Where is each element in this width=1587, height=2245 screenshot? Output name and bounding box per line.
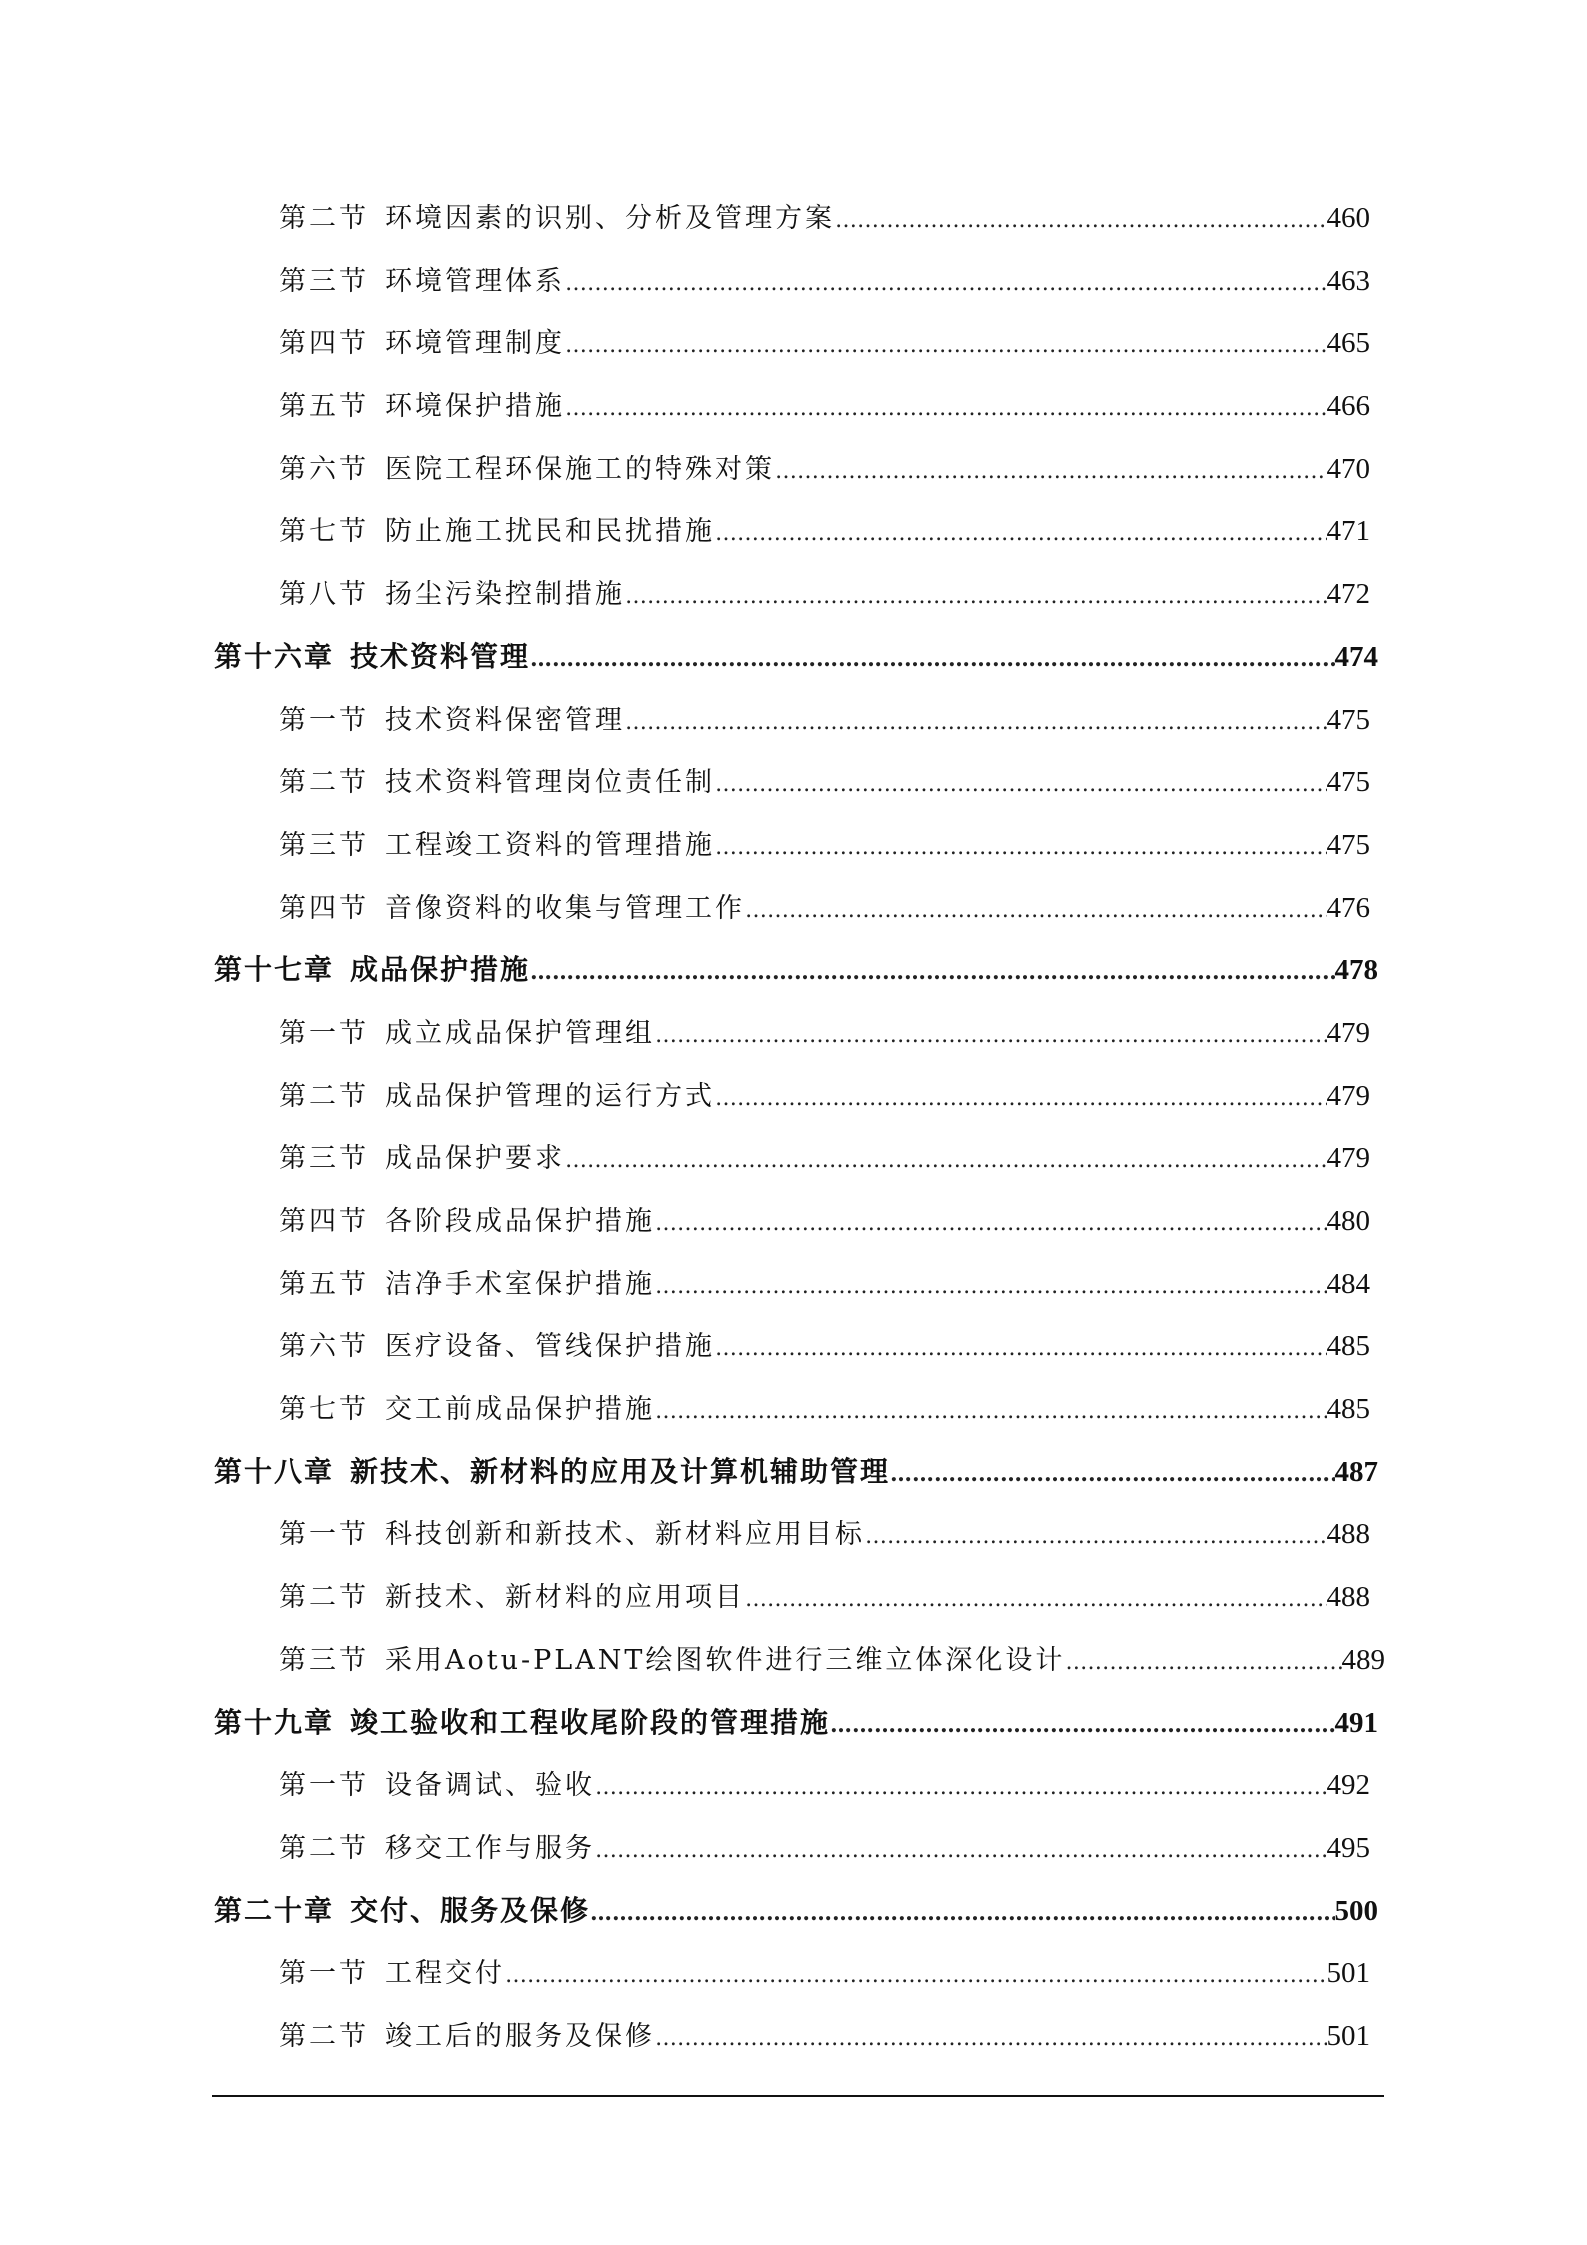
toc-entry-number: 第五节 [279,1268,369,1300]
toc-entry-number: 第一节 [279,1519,369,1551]
toc-entry-number: 第二节 [279,1832,369,1864]
toc-dot-leader [715,503,1327,563]
toc-entry-number: 第二节 [279,2020,369,2052]
toc-section-entry[interactable] [0,500,1370,563]
toc-section-entry[interactable] [0,1817,1370,1880]
toc-section-entry[interactable] [0,250,1370,313]
toc-entry-label [279,376,565,438]
toc-entry-number: 第二节 [279,767,369,799]
toc-entry-number: 第四节 [279,1206,369,1237]
toc-section-entry[interactable] [0,1002,1370,1065]
toc-entry-label [214,1441,890,1504]
toc-section-entry[interactable] [0,1127,1370,1190]
toc-page-number: 479 [1326,1016,1370,1049]
toc-entry-label [279,1254,655,1316]
toc-section-entry[interactable] [0,1190,1370,1253]
toc-entry-label [279,752,715,814]
toc-entry-title: 防止施工扰民和民扰措施 [385,516,715,548]
toc-page-number: 489 [1341,1643,1385,1676]
toc-entry-title: 扬尘污染控制措施 [385,579,625,611]
toc-page-number: 475 [1326,703,1370,736]
toc-entry-number: 第一节 [279,1017,369,1049]
toc-section-entry[interactable] [0,689,1370,752]
toc-dot-leader [830,1694,1334,1755]
toc-page-number: 474 [1334,640,1378,673]
toc-section-entry[interactable] [0,438,1370,501]
toc-entry-label [214,626,530,689]
toc-dot-leader [590,1882,1334,1943]
toc-dot-leader [530,628,1334,689]
toc-entry-label [214,1880,590,1943]
toc-entry-title: 工程交付 [385,1958,505,1990]
toc-dot-leader [715,1318,1327,1378]
toc-entry-number: 第二节 [279,1582,369,1614]
toc-entry-label [279,1755,595,1817]
toc-section-entry[interactable] [0,1253,1370,1316]
toc-section-entry[interactable] [0,312,1370,375]
toc-page-number: 480 [1326,1205,1370,1237]
toc-page-number: 475 [1326,828,1370,861]
toc-chapter-entry[interactable] [0,1692,1378,1755]
toc-section-entry[interactable] [0,814,1370,877]
toc-dot-leader [530,941,1334,1002]
toc-entry-title: 环境管理制度 [385,328,565,360]
toc-dot-leader [890,1443,1334,1504]
toc-dot-leader [625,566,1327,626]
toc-dot-leader [655,2008,1327,2068]
toc-entry-number: 第八节 [279,579,369,611]
toc-dot-leader [1065,1632,1341,1692]
toc-entry-label [279,313,565,375]
toc-page-number: 485 [1326,1393,1370,1426]
toc-dot-leader [565,253,1327,313]
toc-chapter-entry[interactable] [0,939,1378,1002]
toc-dot-leader [655,1381,1327,1441]
toc-page-number: 501 [1326,1957,1370,1990]
toc-entry-title: 设备调试、验收 [385,1770,595,1802]
toc-entry-title: 新技术、新材料的应用及计算机辅助管理 [350,1454,891,1488]
toc-entry-number: 第十六章 [214,639,335,673]
toc-entry-label [279,2006,655,2068]
toc-section-entry[interactable] [0,1754,1370,1817]
toc-entry-label [279,1630,1065,1692]
toc-page-number: 479 [1326,1079,1370,1112]
toc-entry-title: 成品保护要求 [385,1143,565,1175]
toc-chapter-entry[interactable] [0,626,1378,689]
toc-dot-leader [715,1068,1327,1128]
toc-page-number: 495 [1326,1831,1370,1864]
toc-section-entry[interactable] [0,1942,1370,2005]
toc-entry-number: 第三节 [279,1143,369,1175]
toc-section-entry[interactable] [0,1315,1370,1378]
toc-page-number: 472 [1326,578,1370,611]
toc-entry-label [279,878,745,940]
toc-entry-title: 医疗设备、管线保护措施 [385,1331,715,1363]
toc-page-number: 460 [1326,202,1370,234]
toc-chapter-entry[interactable] [0,1880,1378,1943]
toc-entry-title: 移交工作与服务 [385,1832,595,1864]
toc-dot-leader [655,1005,1327,1065]
toc-chapter-entry[interactable] [0,1441,1378,1504]
toc-entry-number: 第十八章 [214,1454,335,1488]
toc-dot-leader [565,1130,1327,1190]
toc-dot-leader [715,817,1327,877]
toc-page-number: 466 [1326,390,1370,423]
toc-entry-label [279,1128,565,1190]
toc-page-number: 475 [1326,766,1370,799]
toc-entry-title: 采用Aotu-PLANT绘图软件进行三维立体深化设计 [385,1644,1066,1676]
toc-entry-number: 第二节 [279,203,369,234]
toc-dot-leader [625,692,1327,752]
toc-entry-label [214,939,530,1002]
toc-entry-number: 第七节 [279,1394,369,1426]
toc-page-number: 500 [1334,1894,1378,1927]
toc-entry-title: 成品保护管理的运行方式 [385,1080,715,1112]
toc-entry-title: 技术资料管理 [350,639,531,673]
toc-page-number: 501 [1326,2019,1370,2052]
toc-entry-title: 竣工后的服务及保修 [385,2020,655,2052]
toc-entry-number: 第三节 [279,1644,369,1676]
toc-page-number: 485 [1326,1330,1370,1363]
toc-dot-leader [835,190,1327,250]
toc-dot-leader [595,1820,1327,1880]
toc-entry-label [279,1567,745,1629]
toc-entry-title: 环境因素的识别、分析及管理方案 [385,203,835,234]
toc-dot-leader [565,315,1327,375]
toc-entry-number: 第七节 [279,516,369,548]
toc-entry-title: 成立成品保护管理组 [385,1017,655,1049]
toc-entry-label [279,1504,865,1566]
toc-entry-label [279,1818,595,1880]
toc-section-entry[interactable] [0,877,1370,940]
toc-dot-leader [595,1757,1327,1817]
toc-entry-title: 工程竣工资料的管理措施 [385,829,715,861]
toc-page-number: 491 [1334,1706,1378,1739]
toc-page-number: 484 [1326,1267,1370,1300]
toc-entry-title: 交付、服务及保修 [350,1893,591,1927]
toc-dot-leader [745,880,1327,940]
toc-section-entry[interactable] [0,1065,1370,1128]
toc-entry-label [279,815,715,877]
toc-entry-title: 技术资料保密管理 [385,704,625,736]
toc-entry-title: 科技创新和新技术、新材料应用目标 [385,1519,865,1551]
toc-entry-number: 第六节 [279,453,369,485]
toc-entry-title: 音像资料的收集与管理工作 [385,892,745,924]
toc-entry-label [279,564,625,626]
table-of-contents [0,187,1587,2068]
toc-page-number: 463 [1326,264,1370,297]
toc-dot-leader [715,754,1327,814]
toc-entry-label [279,501,715,563]
toc-dot-leader [775,441,1327,501]
toc-entry-number: 第一节 [279,1958,369,1990]
toc-dot-leader [865,1506,1327,1566]
toc-entry-title: 技术资料管理岗位责任制 [385,767,715,799]
toc-page-number: 476 [1326,891,1370,924]
toc-page-number: 479 [1326,1142,1370,1175]
toc-entry-number: 第十七章 [214,953,335,987]
toc-section-entry[interactable] [0,1503,1370,1566]
toc-entry-label [279,251,565,313]
toc-entry-number: 第三节 [279,265,369,297]
toc-entry-number: 第二十章 [214,1893,335,1927]
toc-entry-label [279,690,625,752]
toc-page-number: 488 [1326,1581,1370,1614]
toc-page-number: 488 [1326,1518,1370,1551]
toc-entry-title: 洁净手术室保护措施 [385,1268,655,1300]
toc-entry-number: 第十九章 [214,1705,335,1739]
toc-entry-title: 新技术、新材料的应用项目 [385,1582,745,1614]
toc-entry-title: 交工前成品保护措施 [385,1394,655,1426]
toc-entry-title: 成品保护措施 [350,953,531,987]
toc-page-number: 487 [1334,1455,1378,1488]
toc-entry-title: 医院工程环保施工的特殊对策 [385,453,775,485]
toc-entry-number: 第五节 [279,391,369,423]
toc-section-entry[interactable] [0,563,1370,626]
toc-section-entry[interactable] [0,187,1370,250]
toc-dot-leader [565,378,1327,438]
toc-entry-title: 各阶段成品保护措施 [385,1206,655,1237]
toc-entry-label [279,1066,715,1128]
toc-page-number: 492 [1326,1769,1370,1802]
toc-entry-title: 竣工验收和工程收尾阶段的管理措施 [350,1705,831,1739]
toc-entry-number: 第一节 [279,1770,369,1802]
toc-entry-label [279,1316,715,1378]
toc-entry-number: 第二节 [279,1080,369,1112]
toc-entry-number: 第一节 [279,704,369,736]
toc-dot-leader [505,1945,1327,2005]
toc-section-entry[interactable] [0,1566,1370,1629]
toc-section-entry[interactable] [0,751,1370,814]
footer-rule [212,2095,1384,2097]
toc-dot-leader [655,1193,1327,1253]
toc-page-number: 470 [1326,452,1370,485]
toc-entry-title: 环境管理体系 [385,265,565,297]
toc-page-number: 478 [1334,954,1378,987]
toc-entry-number: 第四节 [279,892,369,924]
toc-dot-leader [655,1256,1327,1316]
toc-page-number: 465 [1326,327,1370,360]
toc-entry-number: 第三节 [279,829,369,861]
toc-dot-leader [745,1569,1327,1629]
toc-entry-number: 第四节 [279,328,369,360]
toc-entry-number: 第六节 [279,1331,369,1363]
toc-page-number: 471 [1326,515,1370,548]
toc-entry-label [279,1003,655,1065]
toc-section-entry[interactable] [0,1378,1370,1441]
toc-section-entry[interactable] [0,1629,1385,1692]
toc-entry-title: 环境保护措施 [385,391,565,423]
toc-section-entry[interactable] [0,2005,1370,2068]
toc-entry-label [279,439,775,501]
toc-entry-label [279,188,835,250]
toc-entry-label [279,1379,655,1441]
toc-entry-label [279,1191,655,1253]
toc-entry-label [279,1943,505,2005]
toc-entry-label [214,1692,830,1755]
toc-section-entry[interactable] [0,375,1370,438]
